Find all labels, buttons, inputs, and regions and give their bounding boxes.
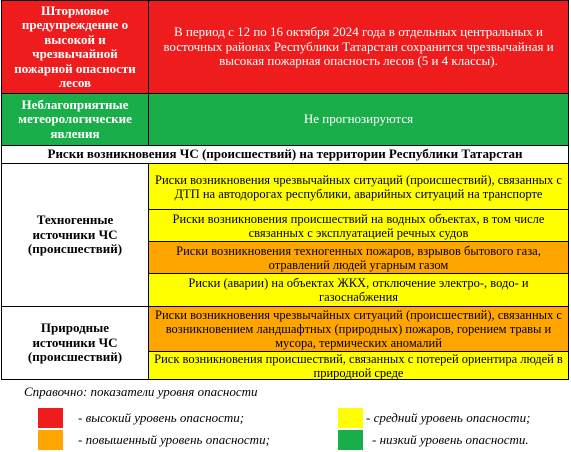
technogenic-item-fires: Риски возникновения техногенных пожаров, взрывов бытового газа, отравлений людей угарным газом xyxy=(149,242,569,274)
legend-swatch-elevated xyxy=(38,430,63,450)
technogenic-item-water: Риски возникновения происшествий на водных объектах, в том числе связанных с эксплуатацией речных судов xyxy=(149,210,569,242)
weather-label: Неблагоприятные метеорологические явления xyxy=(2,94,149,146)
risk-table xyxy=(1,0,569,380)
legend-swatch-medium xyxy=(338,408,363,428)
legend-title: Справочно: показатели уровня опасности xyxy=(24,384,258,399)
risks-title: Риски возникновения ЧС (происшествий) на территории Республики Татарстан xyxy=(2,146,569,164)
legend-elevated-label: - повышенный уровень опасности; xyxy=(78,432,270,447)
technogenic-label: Техногенные источники ЧС (происшествий) xyxy=(2,164,149,307)
legend-low-label: - низкий уровень опасности. xyxy=(372,432,529,447)
legend-high-label: - высокий уровень опасности; xyxy=(78,410,245,425)
storm-warning-text: В период с 12 по 16 октября 2024 года в отдельных центральных и восточных районах Республики Татарстан сохранится чрезвычайная и высокая пожарная опасность лесов (5 и 4 классы). xyxy=(149,1,569,94)
natural-label: Природные источники ЧС (происшествий) xyxy=(2,307,149,380)
legend-medium-label: - средний уровень опасности; xyxy=(366,410,531,425)
weather-text: Не прогнозируются xyxy=(149,94,569,146)
technogenic-item-utilities: Риски (аварии) на объектах ЖКХ, отключение электро-, водо- и газоснабжения xyxy=(149,274,569,307)
technogenic-item-transport: Риски возникновения чрезвычайных ситуаций (происшествий), связанных с ДТП на автодорогах республики, аварийных ситуаций на транспорте xyxy=(149,164,569,210)
legend-swatch-high xyxy=(38,408,63,428)
natural-item-fires: Риски возникновения чрезвычайных ситуаций (происшествий), связанных с возникновением ландшафтных (природных) пожаров, горением травы и мусора, термических аномалий xyxy=(149,307,569,352)
legend-swatch-low xyxy=(338,430,363,450)
natural-item-lost-people: Риск возникновения происшествий, связанных с потерей ориентира людей в природной среде xyxy=(149,352,569,380)
storm-warning-label: Штормовое предупреждение о высокой и чрезвычайной пожарной опасности лесов xyxy=(2,1,149,94)
